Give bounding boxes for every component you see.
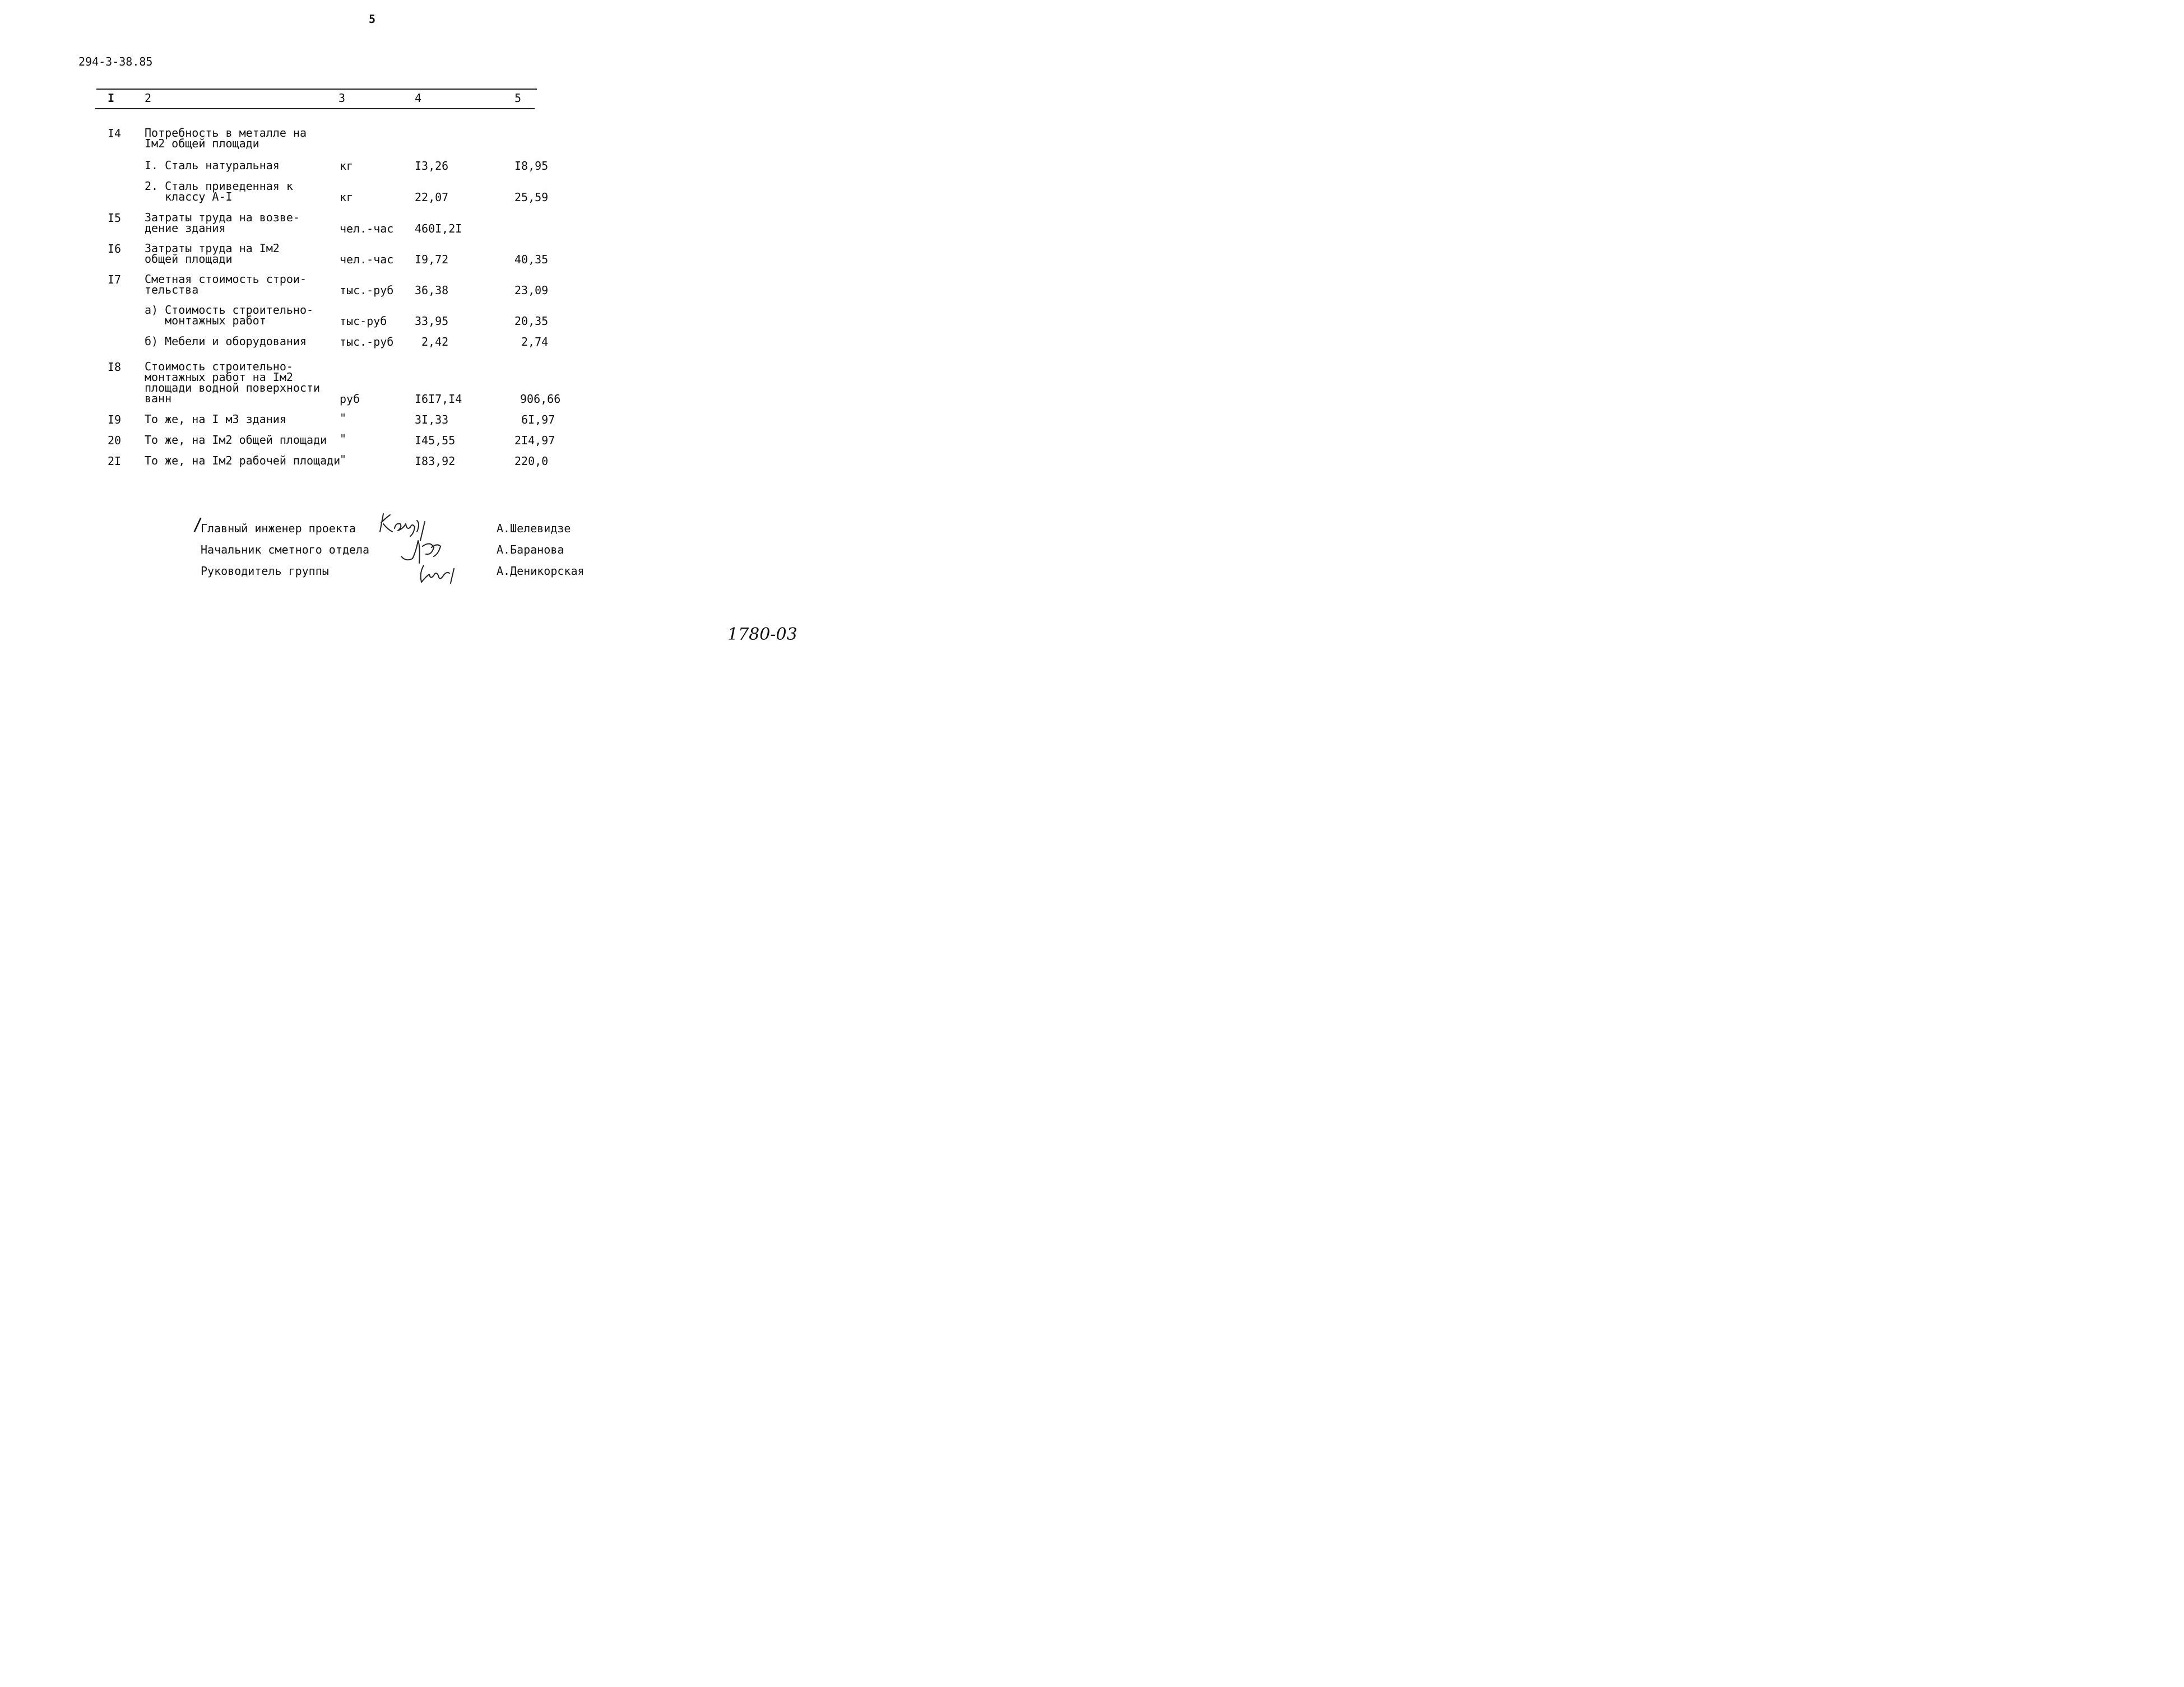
header-col-2: 2 <box>145 91 152 105</box>
row-description: Затраты труда на Iм2 общей площади <box>145 241 280 266</box>
signatory-role: Начальник сметного отдела <box>201 543 370 556</box>
header-col-5: 5 <box>514 91 522 105</box>
row-unit: " <box>340 453 347 466</box>
row-unit: тыс.-руб <box>340 335 394 348</box>
row-description: а) Стоимость строительно- монтажных работ <box>145 303 314 327</box>
header-col-4: 4 <box>415 91 422 105</box>
row-number: I9 <box>108 413 122 426</box>
row-number: I8 <box>108 360 122 374</box>
signatory-role: Руководитель группы <box>201 564 329 578</box>
row-value-col4: I3,26 <box>415 159 449 173</box>
row-value-col5: 6I,97 <box>521 413 555 426</box>
row-number: I5 <box>108 211 122 225</box>
row-unit: чел.-час <box>340 253 394 266</box>
row-description: 2. Сталь приведенная к классу А-I <box>145 179 293 203</box>
page-number: 5 <box>369 12 376 26</box>
signatory-name: А.Деникорская <box>497 564 585 578</box>
row-value-col4: 22,07 <box>415 190 449 204</box>
row-value-col4: 3I,33 <box>415 413 449 426</box>
document-code: 294-3-38.85 <box>78 55 153 68</box>
row-number: 20 <box>108 434 122 447</box>
header-col-1: I <box>108 91 115 105</box>
row-value-col4: I9,72 <box>415 253 449 266</box>
row-unit: кг <box>340 190 354 204</box>
row-value-col5: 20,35 <box>514 314 549 328</box>
signature-slash: / <box>193 515 203 535</box>
row-description: Стоимость строительно- монтажных работ на Iм2 площади водной поверхности ванн <box>145 360 321 405</box>
row-value-col4: 33,95 <box>415 314 449 328</box>
row-number: 2I <box>108 454 122 468</box>
header-col-3: 3 <box>339 91 346 105</box>
row-value-col5: 906,66 <box>520 392 561 406</box>
row-value-col5: 40,35 <box>514 253 549 266</box>
row-value-col4: I6I7,I4 <box>415 392 462 406</box>
row-description: То же, на I м3 здания <box>145 412 286 426</box>
row-unit: чел.-час <box>340 222 394 235</box>
row-value-col4: I45,55 <box>415 434 456 447</box>
row-value-col5: 220,0 <box>514 454 549 468</box>
row-description: То же, на Iм2 общей площади <box>145 433 327 447</box>
row-number: I7 <box>108 273 122 286</box>
row-unit: тыс-руб <box>340 314 387 328</box>
row-description: То же, на Iм2 рабочей площади <box>145 454 341 467</box>
signatory-role: Главный инженер проекта <box>201 522 356 535</box>
row-unit: тыс.-руб <box>340 284 394 297</box>
row-value-col4: 36,38 <box>415 284 449 297</box>
row-value-col5: 25,59 <box>514 190 549 204</box>
row-unit: " <box>340 411 347 425</box>
row-number: I6 <box>108 242 122 255</box>
handwritten-signatures <box>375 507 476 591</box>
row-value-col4: 2,42 <box>421 335 449 348</box>
row-number: I4 <box>108 127 122 140</box>
signatory-name: А.Баранова <box>497 543 564 556</box>
table-top-rule <box>96 89 537 90</box>
row-unit: " <box>340 432 347 445</box>
row-value-col5: 23,09 <box>514 284 549 297</box>
row-description: Потребность в металле на Iм2 общей площади <box>145 126 307 150</box>
row-unit: руб <box>340 392 360 406</box>
table-header-rule <box>95 108 535 109</box>
row-description: Затраты труда на возве- дение здания <box>145 211 300 235</box>
row-unit: кг <box>340 159 354 173</box>
row-description: Сметная стоимость строи- тельства <box>145 272 307 296</box>
row-description: б) Мебели и оборудования <box>145 334 307 348</box>
row-value-col4: 460I,2I <box>415 222 462 235</box>
row-value-col4: I83,92 <box>415 454 456 468</box>
signatory-name: А.Шелевидзе <box>497 522 571 535</box>
row-value-col5: 2I4,97 <box>514 434 555 447</box>
row-description: I. Сталь натуральная <box>145 159 280 172</box>
archive-stamp: 1780-03 <box>727 625 797 644</box>
row-value-col5: I8,95 <box>514 159 549 173</box>
row-value-col5: 2,74 <box>521 335 549 348</box>
